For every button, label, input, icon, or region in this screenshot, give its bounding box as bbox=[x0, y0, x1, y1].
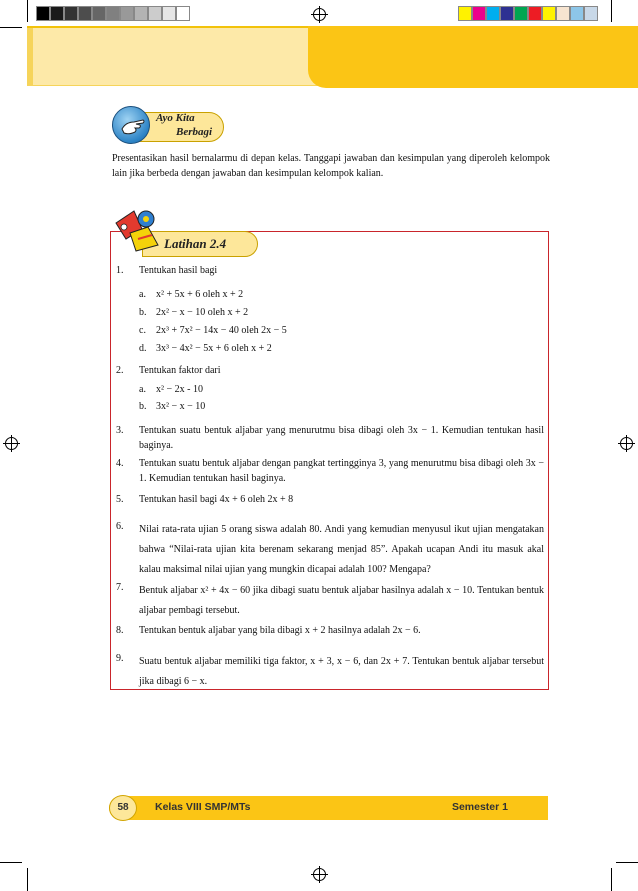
exercise-text: Bentuk aljabar x² + 4x − 60 jika dibagi suatu bentuk aljabar hasilnya adalah x − 10. Tentukan bentuk aljabar pembagi tersebut. bbox=[139, 585, 544, 616]
page-number: 58 bbox=[109, 795, 137, 821]
color-swatch bbox=[134, 6, 148, 21]
sub-text: 3x² − x − 10 bbox=[156, 401, 206, 412]
color-swatch bbox=[92, 6, 106, 21]
color-swatch bbox=[64, 6, 78, 21]
sub-label: d. bbox=[139, 343, 147, 354]
exercise-number: 6. bbox=[116, 521, 124, 532]
exercise-number: 7. bbox=[116, 582, 124, 593]
color-swatch bbox=[148, 6, 162, 21]
sub-text: 2x³ + 7x² − 14x − 40 oleh 2x − 5 bbox=[156, 325, 287, 336]
ayo-kita-berbagi-badge bbox=[112, 106, 225, 146]
color-swatch bbox=[162, 6, 176, 21]
badge-line1: Ayo Kita bbox=[156, 112, 195, 124]
sub-text: 2x² − x − 10 oleh x + 2 bbox=[156, 307, 249, 318]
exercise-text: Tentukan hasil bagi bbox=[139, 265, 218, 276]
color-swatch bbox=[542, 6, 556, 21]
semester-label: Semester 1 bbox=[451, 801, 508, 813]
exercise-number: 5. bbox=[116, 494, 124, 505]
header-tab bbox=[308, 26, 638, 88]
registration-mark-icon bbox=[313, 868, 326, 881]
color-swatch bbox=[500, 6, 514, 21]
crop-mark bbox=[611, 0, 612, 22]
intro-paragraph: Presentasikan hasil bernalarmu di depan kelas. Tanggapi jawaban dan kesimpulan yang diperoleh kelompok lain jika berbeda dengan jawaban dan kesimpulan kelompok kalian. bbox=[112, 153, 550, 179]
badge-line2: Berbagi bbox=[176, 126, 213, 138]
exercise-text: Tentukan suatu bentuk aljabar yang menurutmu bisa dibagi oleh 3x − 1. Kemudian tentukan hasil baginya. bbox=[139, 425, 544, 451]
color-swatch bbox=[176, 6, 190, 21]
sub-text: 3x³ − 4x² − 5x + 6 oleh x + 2 bbox=[156, 343, 272, 354]
crop-mark bbox=[611, 868, 612, 891]
exercise-number: 2. bbox=[116, 365, 124, 376]
color-swatch bbox=[584, 6, 598, 21]
colorful-puzzle-icon bbox=[112, 205, 172, 260]
color-swatch bbox=[50, 6, 64, 21]
color-swatch bbox=[472, 6, 486, 21]
color-swatch-bar bbox=[458, 6, 598, 21]
color-swatch bbox=[570, 6, 584, 21]
exercise-number: 8. bbox=[116, 625, 124, 636]
sub-label: a. bbox=[139, 384, 146, 395]
registration-mark-icon bbox=[620, 437, 633, 450]
exercise-text: Tentukan hasil bagi 4x + 6 oleh 2x + 8 bbox=[139, 494, 294, 505]
sub-text: x² − 2x - 10 bbox=[156, 384, 203, 395]
sub-label: a. bbox=[139, 289, 146, 300]
crop-mark bbox=[616, 862, 638, 863]
color-swatch bbox=[486, 6, 500, 21]
exercise-number: 3. bbox=[116, 425, 124, 436]
latihan-badge bbox=[112, 205, 262, 260]
crop-mark bbox=[0, 862, 22, 863]
color-swatch bbox=[78, 6, 92, 21]
color-swatch bbox=[556, 6, 570, 21]
exercise-number: 4. bbox=[116, 458, 124, 469]
color-swatch bbox=[528, 6, 542, 21]
sub-text: x² + 5x + 6 oleh x + 2 bbox=[156, 289, 244, 300]
color-swatch bbox=[106, 6, 120, 21]
registration-mark-icon bbox=[313, 8, 326, 21]
exercise-text: Tentukan bentuk aljabar yang bila dibagi x + 2 hasilnya adalah 2x − 6. bbox=[139, 625, 421, 636]
crop-mark bbox=[0, 27, 22, 28]
exercise-text: Tentukan faktor dari bbox=[139, 365, 221, 376]
book-title: Kelas VIII SMP/MTs bbox=[155, 801, 251, 813]
exercise-text: Tentukan suatu bentuk aljabar dengan pangkat tertingginya 3, yang menurutmu bisa dibagi oleh 3x − 1. Kemudian tentukan hasil baginya. bbox=[139, 458, 544, 484]
exercise-text: Suatu bentuk aljabar memiliki tiga faktor, x + 3, x − 6, dan 2x + 7. Tentukan bentuk aljabar tersebut jika dibagi 6 − x. bbox=[139, 656, 544, 687]
exercise-number: 1. bbox=[116, 265, 124, 276]
sub-label: b. bbox=[139, 401, 147, 412]
crop-mark bbox=[27, 868, 28, 891]
sub-label: c. bbox=[139, 325, 146, 336]
latihan-title: Latihan 2.4 bbox=[164, 236, 227, 251]
sub-label: b. bbox=[139, 307, 147, 318]
exercise-number: 9. bbox=[116, 653, 124, 664]
color-swatch bbox=[120, 6, 134, 21]
color-swatch bbox=[36, 6, 50, 21]
header-band bbox=[27, 26, 638, 86]
registration-mark-icon bbox=[5, 437, 18, 450]
color-swatch bbox=[458, 6, 472, 21]
color-swatch bbox=[514, 6, 528, 21]
hand-pointing-icon bbox=[112, 106, 150, 144]
crop-mark bbox=[27, 0, 28, 22]
grayscale-swatch-bar bbox=[36, 6, 190, 21]
page-footer bbox=[109, 796, 548, 820]
exercise-text: Nilai rata-rata ujian 5 orang siswa adalah 80. Andi yang kemudian menyusul ikut ujian mengatakan bahwa “Nilai-rata ujian kita berenam sekarang menjad 85”. Apakah ucapan Andi itu masuk akal kalau maksimal nilai ujian yang mungkin dicapai adalah 100? Mengapa? bbox=[139, 524, 544, 575]
